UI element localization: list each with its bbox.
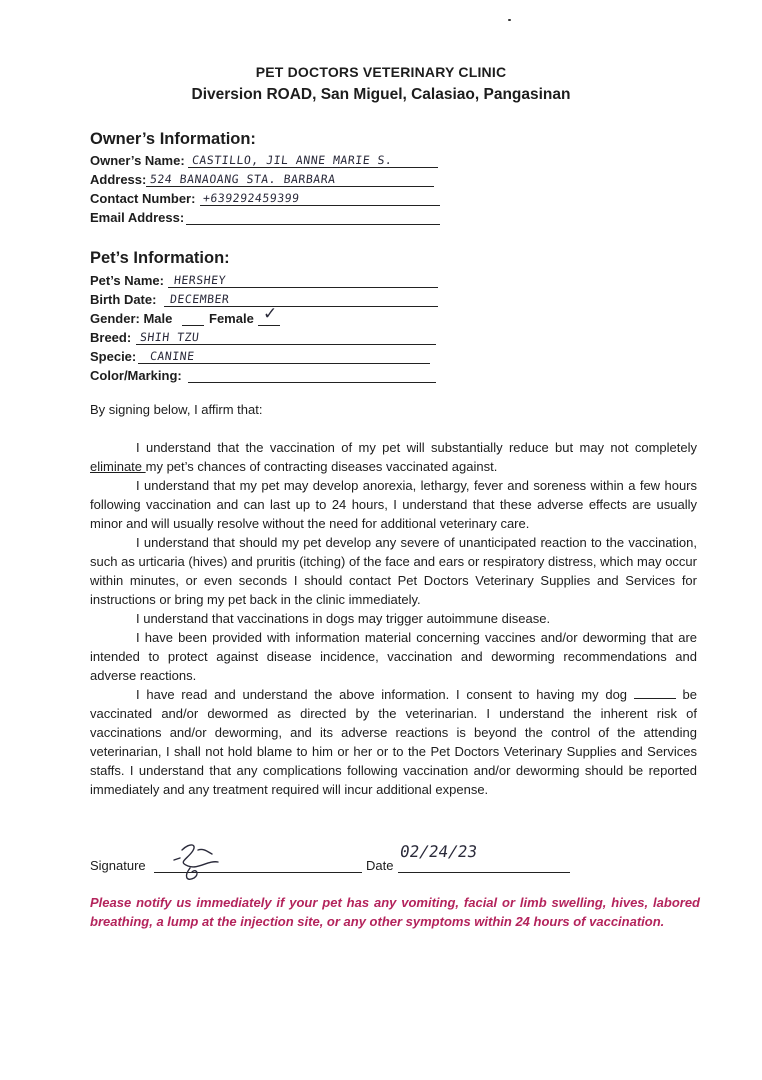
pet-name-label: Pet’s Name:	[90, 273, 164, 288]
pet-breed-label: Breed:	[90, 330, 132, 345]
pet-specie-value: CANINE	[149, 349, 196, 363]
clinic-address: Diversion ROAD, San Miguel, Calasiao, Pangasinan	[191, 86, 571, 103]
pet-color-label: Color/Marking:	[90, 368, 182, 383]
date-line	[398, 872, 570, 873]
post-vaccination-notice: Please notify us immediately if your pet has any vomiting, facial or limb swelling, hives, labored breathing, a lump at the injection site, or any other symptoms within 24 hours of vaccination.	[90, 895, 700, 929]
consent-paragraph-5: I have been provided with information material concerning vaccines and/or deworming that are intended to protect against disease incidence, vaccination and deworming recommendations and adverse reactions.	[90, 630, 697, 683]
female-check-mark: ✓	[263, 304, 278, 323]
consent-paragraph-1	[90, 438, 697, 476]
consent-p1-text: I understand that the vaccination of my pet will substantially reduce but may not completely	[136, 440, 697, 455]
consent-paragraph-6	[90, 685, 697, 799]
owner-address-value: 524 BANAOANG STA. BARBARA	[149, 172, 337, 186]
handwritten-signature	[168, 838, 230, 888]
owner-name-value: CASTILLO, JIL ANNE MARIE S.	[191, 153, 394, 167]
pet-gender-female-line	[258, 325, 280, 326]
consent-paragraph-2: I understand that my pet may develop anorexia, lethargy, fever and soreness within a few hours following vaccination and can last up to 24 hours, I understand that these adverse effects are usually minor and will usually resolve without the need for additional veterinary care.	[90, 478, 697, 531]
owner-email-label: Email Address:	[90, 210, 185, 225]
consent-p6-text-end: be vaccinated and/or dewormed as directed by the veterinarian. I understand the inherent risk of vaccinations and/or deworming, and its adverse reactions is beyond the control of the attending veterinarian, I shall not hold blame to him or her or to the Pet Doctors Veterinary Supplies and Services staffs. I understand that any complications following vaccination and/or deworming should be reported immediately and any treatment required will incur additional expense.	[90, 687, 697, 797]
consent-paragraph-3: I understand that should my pet develop any severe of unanticipated reaction to the vaccination, such as urticaria (hives) and pruritis (itching) of the face and ears or respiratory distress, which may occur within minutes, or even seconds I should contact Pet Doctors Veterinary Supplies and Services for instructions or bring my pet back in the clinic immediately.	[90, 535, 697, 607]
consent-paragraph-4: I understand that vaccinations in dogs may trigger autoimmune disease.	[136, 611, 551, 626]
pet-birth-date-line	[164, 306, 438, 307]
clinic-name: PET DOCTORS VETERINARY CLINIC	[255, 64, 507, 80]
consent-p1-text-end: my pet’s chances of contracting diseases vaccinated against.	[145, 459, 498, 474]
dog-name-blank	[634, 686, 676, 699]
pet-gender-male-line	[182, 325, 204, 326]
pet-gender-field	[90, 304, 410, 327]
date-label: Date	[366, 858, 394, 873]
pet-birth-date-value: DECEMBER	[169, 292, 231, 306]
pet-name-value: HERSHEY	[173, 273, 227, 287]
owner-name-label: Owner’s Name:	[90, 153, 185, 168]
owner-address-line	[146, 186, 434, 187]
consent-p1-underlined-word: eliminate	[90, 459, 146, 474]
owner-contact-line	[200, 205, 440, 206]
pet-color-line	[188, 382, 436, 383]
consent-p6-text: I have read and understand the above information. I consent to having my dog	[136, 687, 634, 702]
pet-breed-line	[136, 344, 436, 345]
pet-breed-value: SHIH TZU	[139, 330, 201, 344]
consent-statement	[90, 438, 697, 799]
pet-gender-male-label: Gender: Male	[90, 311, 173, 326]
pet-specie-label: Specie:	[90, 349, 137, 364]
pet-birth-date-label: Birth Date:	[90, 292, 157, 307]
owner-name-line	[188, 167, 438, 168]
date-value: 02/24/23	[398, 842, 479, 861]
scan-speck	[508, 19, 511, 21]
owner-address-label: Address:	[90, 172, 147, 187]
signature-label: Signature	[90, 858, 146, 873]
pet-name-line	[168, 287, 438, 288]
owner-email-line	[186, 224, 440, 225]
pet-info-heading: Pet’s Information:	[90, 249, 230, 267]
pet-gender-female-label: Female	[209, 311, 254, 326]
affirmation-intro: By signing below, I affirm that:	[90, 402, 263, 417]
owner-contact-value: +639292459399	[202, 191, 301, 205]
owner-info-heading: Owner’s Information:	[90, 130, 256, 148]
owner-contact-label: Contact Number:	[90, 191, 196, 206]
pet-specie-line	[138, 363, 430, 364]
